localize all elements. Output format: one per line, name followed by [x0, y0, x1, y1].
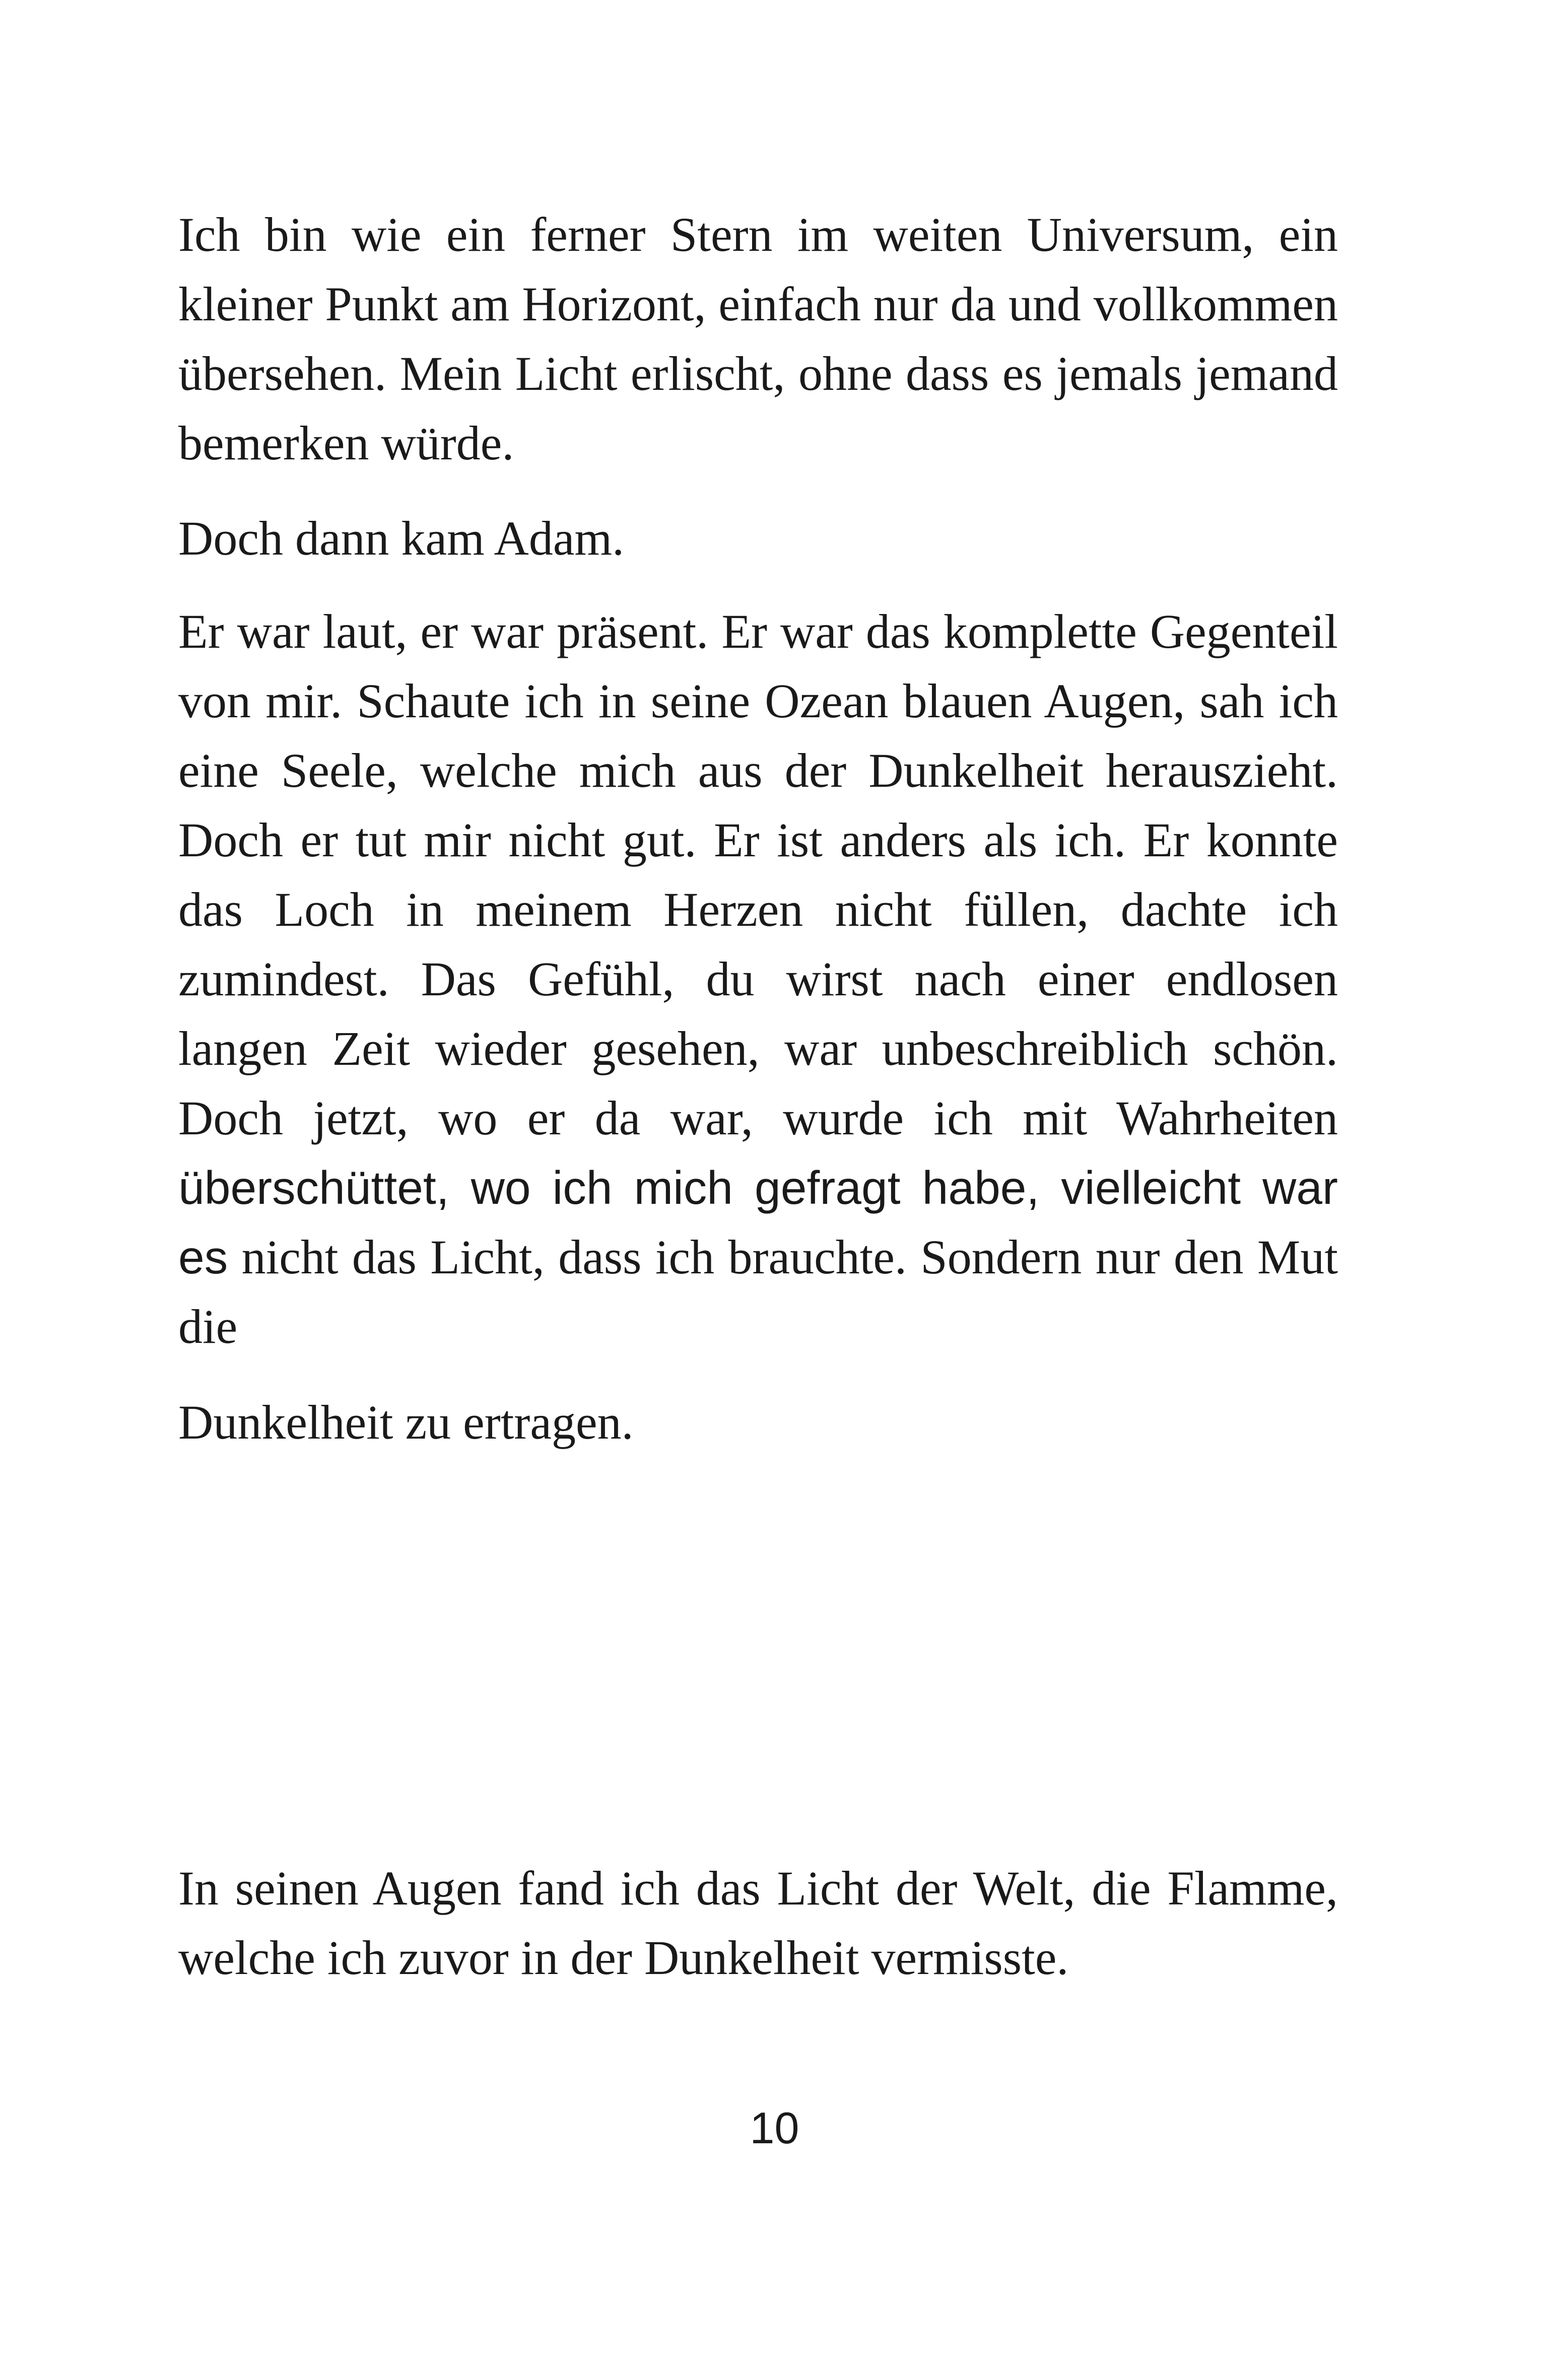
paragraph-darkness: Dunkelheit zu ertragen.	[178, 1395, 634, 1449]
paragraph-adam: Doch dann kam Adam.	[178, 511, 625, 565]
paragraph-description-part3: nicht das Licht, dass ich brauchte. Sondern nur den Mut die	[178, 1230, 1338, 1353]
page-number: 10	[750, 2103, 799, 2153]
paragraph-star: Ich bin wie ein ferner Stern im weiten Universum, ein kleiner Punkt am Horizont, einfach nur da und vollkommen übersehen. Mein Licht erlischt, ohne dass es jemals jemand bemerken würde.	[178, 208, 1338, 470]
paragraph-description-part1: Er war laut, er war präsent. Er war das komplette Gegenteil von mir. Schaute ich in seine Ozean blauen Augen, sah ich eine Seele, welche mich aus der Dunkelheit herauszieht. Doch er tut mir nicht gut. Er ist anders als ich. Er konnte das Loch in meinem Herzen nicht füllen, dachte ich zumindest. Das Gefühl, du wirst nach einer endlosen langen Zeit wieder gesehen, war unbeschreiblich schön. Doch jetzt, wo er da war, wurde ich mit Wahrheiten	[178, 604, 1338, 1145]
paragraph-eyes: In seinen Augen fand ich das Licht der Welt, die Flamme, welche ich zuvor in der Dunkelheit vermisste.	[178, 1861, 1338, 1985]
paragraph-description-sans-part: überschüttet, wo ich mich gefragt habe, vielleicht war es	[178, 1162, 1338, 1283]
paragraph-description	[178, 597, 1338, 1362]
